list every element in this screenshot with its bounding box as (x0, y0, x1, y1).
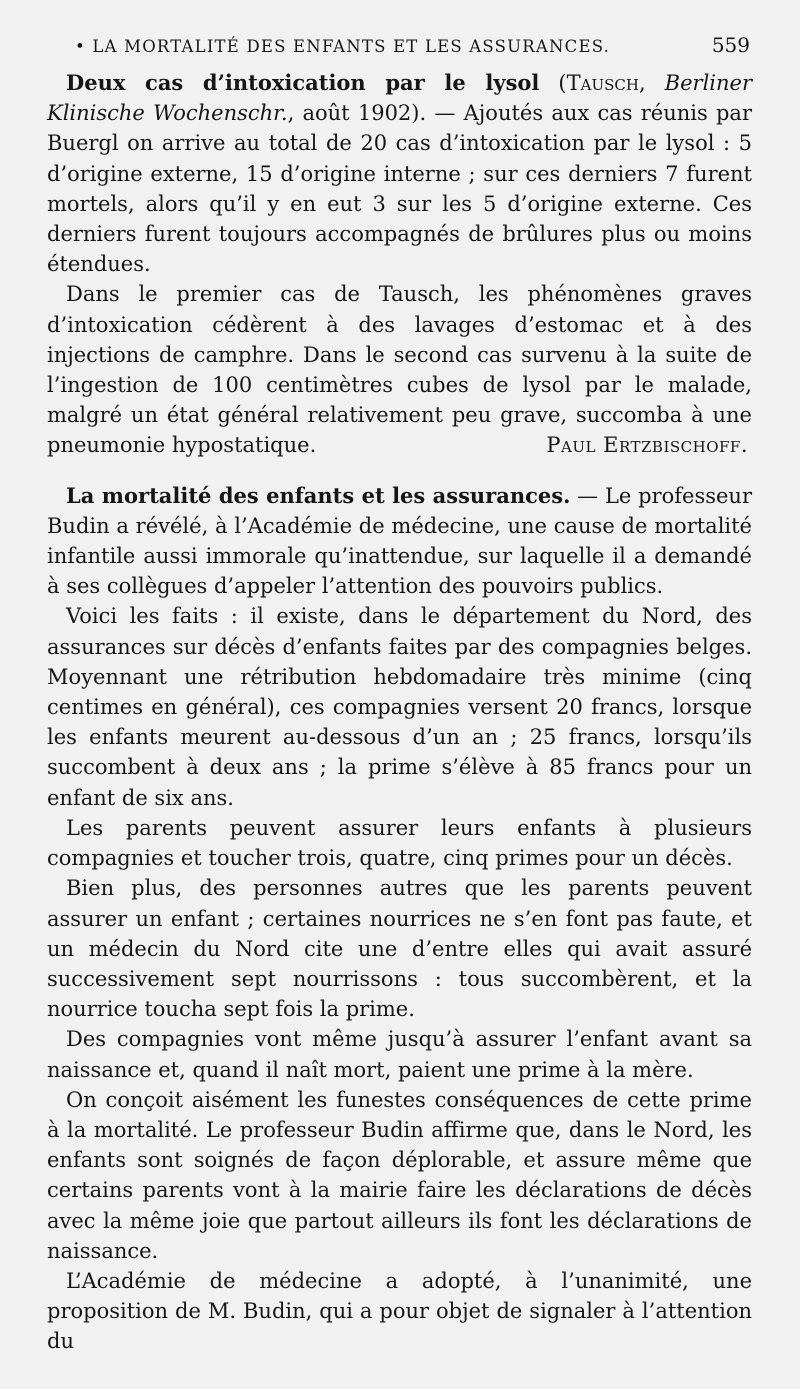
article-2-paragraph-5: Des compagnies vont même jusqu’à assurer l’enfant avant sa naissance et, quand il naît mort, paient une prime à la mère. (47, 1027, 752, 1082)
article-2-heading: La mortalité des enfants et les assurances. (66, 482, 571, 508)
body-text (47, 68, 752, 1357)
article-2-text-1: Le professeur Budin a révélé, à l’Académie de médecine, une cause de mortalité infantile aussi immorale qu’inattendue, sur laquelle il a demandé à ses collègues d’appeler l’attention des pouvoirs publics. (47, 483, 752, 599)
article-2-heading-sep: — (570, 483, 605, 508)
article-1-signature: Paul Ertzbischoff. (546, 433, 748, 458)
article-1-paragraph-1 (47, 68, 752, 279)
article-1-text-1: Ajoutés aux cas réunis par Buergl on arrive au total de 20 cas d’intoxication par le lysol : 5 d’origine externe, 15 d’origine interne ; sur ces derniers 7 furent mortels, alors qu’il y en eut 3 sur les 5 d’origine externe. Ces derniers furent toujours accompagnés de brûlures plus ou moins étendues. (47, 101, 752, 277)
article-1-heading: Deux cas d’intoxication par le lysol (66, 70, 540, 95)
article-1-text-2: Dans le premier cas de Tausch, les phénomènes graves d’intoxication cédèrent à des lavages d’estomac et à des injections de camphre. Dans le second cas survenu à la suite de l’ingestion de 100 centimètres cubes de lysol par le malade, malgré un état général relativement peu grave, succomba à une pneumonie hypostatique. (47, 282, 752, 458)
page-number: 559 (711, 33, 750, 57)
article-2-paragraph-2: Voici les faits : il existe, dans le département du Nord, des assurances sur décès d’enfants faites par des compagnies belges. Moyennant une rétribution hebdomadaire très minime (cinq centimes en général), ces compagnies versent 20 francs, lorsque les enfants meurent au-dessous d’un an ; 25 francs, lorsqu’ils succombent à deux ans ; la prime s’élève à 85 francs pour un enfant de six ans. (47, 604, 752, 810)
article-1-author-sep: , (638, 71, 665, 95)
article-2-paragraph-4: Bien plus, des personnes autres que les parents peuvent assurer un enfant ; certaines nourrices ne s’en font pas faute, et un médecin du Nord cite une d’entre elles qui avait assuré successivement sept nourrissons : tous succombèrent, et la nourrice toucha sept fois la prime. (47, 876, 752, 1022)
article-2-paragraph-6: On conçoit aisément les funestes conséquences de cette prime à la mortalité. Le professeur Budin affirme que, dans le Nord, les enfants sont soignés de façon déplorable, et assure même que certains parents vont à la mairie faire les déclarations de décès avec la même joie que partout ailleurs ils font les déclarations de naissance. (47, 1087, 752, 1263)
article-separator (47, 461, 752, 481)
running-head (47, 32, 752, 60)
article-1-journal: Berliner Klinische Wochenschr. (47, 71, 752, 126)
article-1-date: , août 1902). — (287, 101, 464, 126)
article-2-paragraph-7: L’Académie de médecine a adopté, à l’unanimité, une proposition de M. Budin, qui a pour objet de signaler à l’attention du (47, 1268, 752, 1354)
article-1-author-open: ( (539, 71, 567, 95)
running-head-title: • LA MORTALITÉ DES ENFANTS ET LES ASSURANCES. (75, 37, 611, 56)
article-2-paragraph-3: Les parents peuvent assurer leurs enfants à plusieurs compagnies et toucher trois, quatre, cinq primes pour un décès. (47, 815, 752, 871)
article-2-paragraph-1 (47, 481, 752, 602)
article-1-author: Tausch (566, 71, 639, 95)
